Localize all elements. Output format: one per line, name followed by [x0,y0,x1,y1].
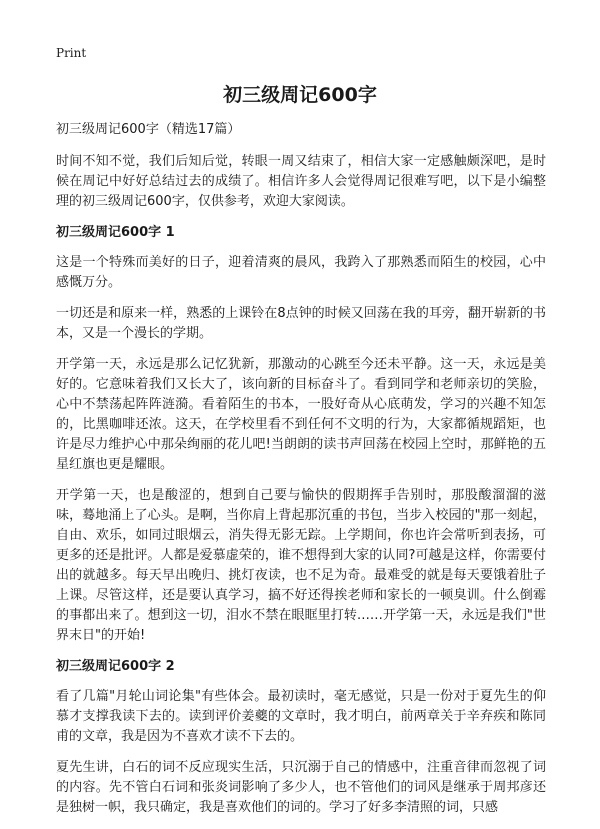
section-1-paragraph-4: 开学第一天，也是酸涩的，想到自己要与愉快的假期挥手告别时，那股酸溜溜的滋味，蓦地涌上了心头。是啊，当你肩上背起那沉重的书包，当步入校园的"那一刻起，自由、欢乐，如同过眼烟云，消失得无影无踪。上学期间，你也许会常听到表扬，可更多的还是批评。人都是爱慕虚荣的，谁不想得到大家的认同?可越是这样，你需要付出的就越多。每天早出晚归、挑灯夜读，也不足为奇。最难受的就是每天要饿着肚子上课。尽管这样，还是要认真学习，搞不好还得挨老师和家长的一顿臭训。什么倒霉的事都出来了。想到这一切，泪水不禁在眼眶里打转……开学第一天，永远是我们"世界末日"的开始! [56,488,546,643]
section-2-paragraph-1: 看了几篇"月轮山词论集"有些体会。最初读时，毫无感觉，只是一份对于夏先生的仰慕才支撑我读下去的。读到评价姜夔的文章时，我才明白，前两章关于辛弃疾和陈同甫的文章，我是因为不喜欢才读不下去的。 [56,689,546,744]
section-1-paragraph-1: 这是一个特殊而美好的日子，迎着清爽的晨风，我跨入了那熟悉而陌生的校园，心中感慨万分。 [56,255,546,290]
section-heading-2: 初三级周记600字 2 [56,659,175,674]
intro-paragraph: 时间不知不觉，我们后知后觉，转眼一周又结束了，相信大家一定感触颇深吧，是时候在周记中好好总结过去的成绩了。相信许多人会觉得周记很难写吧，以下是小编整理的初三级周记600字，仅供参考，欢迎大家阅读。 [56,154,546,209]
section-2-paragraph-2: 夏先生讲，白石的词不反应现实生活，只沉溺于自己的情感中，注重音律而忽视了词的内容。先不管白石词和张炎词影响了多少人，也不管他们的词风是继承于周邦彦还是独树一帜，我只确定，我是喜欢他们的词的。学习了好多李清照的词，只感 [56,760,546,815]
section-1-paragraph-3: 开学第一天，永远是那么记忆犹新，那激动的心跳至今还未平静。这一天，永远是美好的。它意味着我们又长大了，该向新的目标奋斗了。看到同学和老师亲切的笑脸，心中不禁荡起阵阵涟漪。看着陌生的书本，一股好奇从心底萌发，学习的兴趣不知怎的，比黑咖啡还浓。这天，在学校里看不到任何不文明的行为，大家都循规蹈矩，也许是尽力维护心中那朵绚丽的花儿吧!当朗朗的读书声回荡在校园上空时，那鲜艳的五星红旗也更是耀眼。 [56,357,546,472]
section-1-paragraph-2: 一切还是和原来一样，熟悉的上课铃在8点钟的时候又回荡在我的耳旁，翻开崭新的书本，又是一个漫长的学期。 [56,306,546,341]
document-title: 初三级周记600字 [223,84,377,106]
document-body [56,120,546,829]
document-subtitle: 初三级周记600字（精选17篇） [56,122,241,137]
print-link[interactable]: Print [56,46,87,60]
section-heading-1: 初三级周记600字 1 [56,225,175,240]
